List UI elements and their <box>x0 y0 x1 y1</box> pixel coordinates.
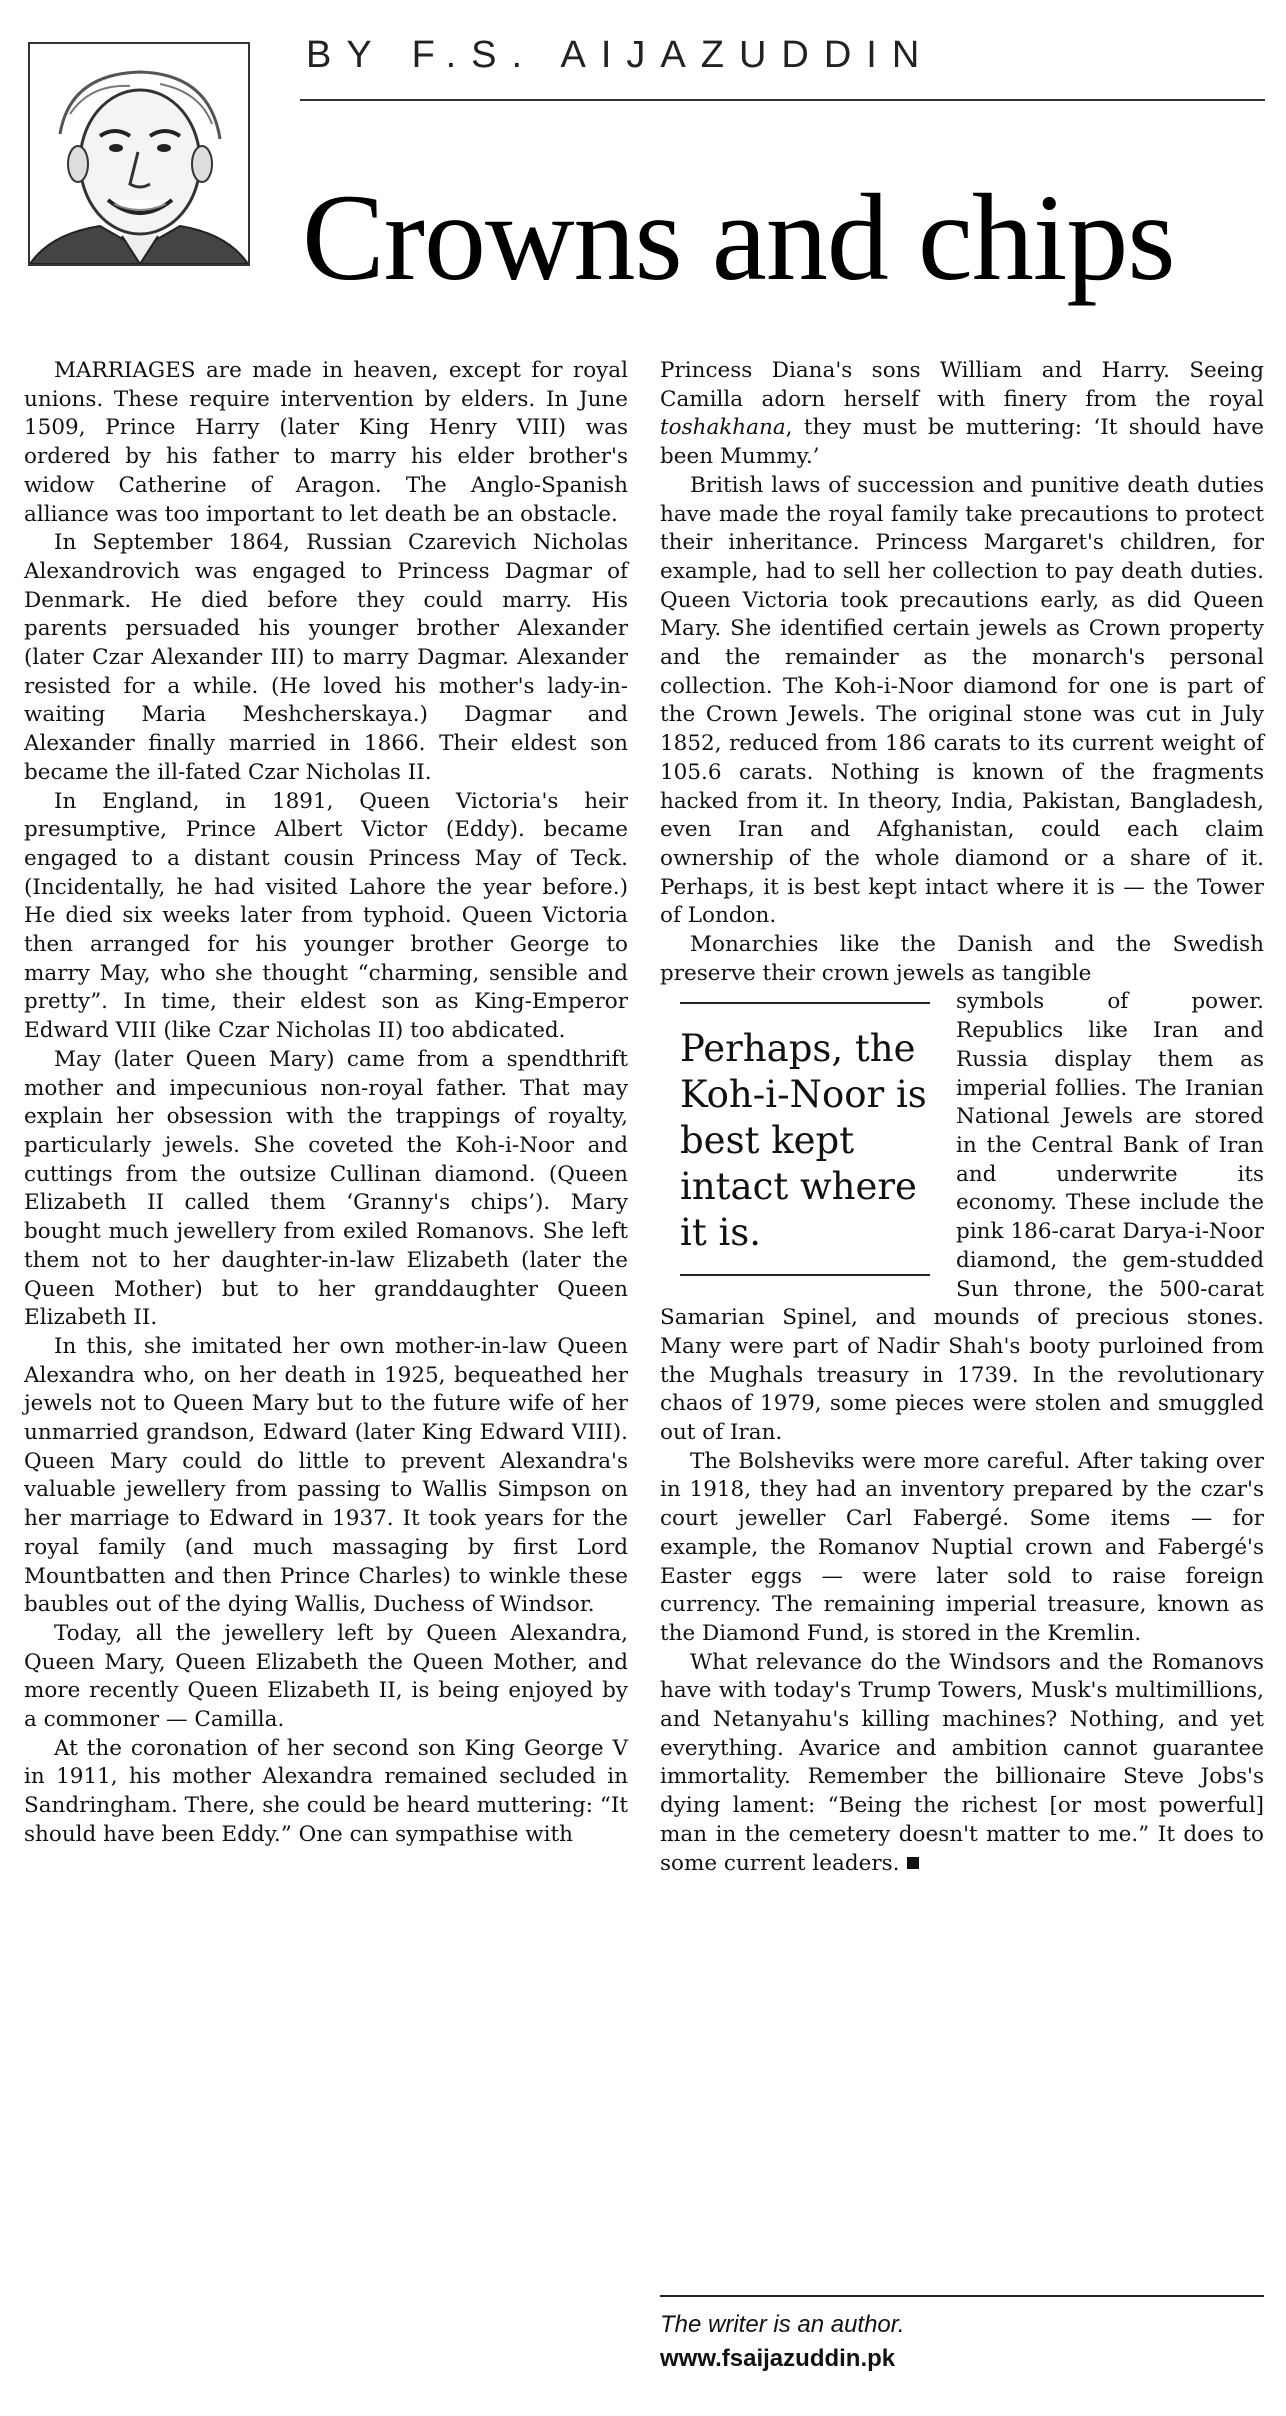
author-portrait <box>28 42 250 266</box>
paragraph-wrapped: symbols of power. Republics like Iran and Russia display them as imperial follies. The Iranian National Jewels are stored in the Central Bank of Iran and underwrite its economy. These include the pink 186-carat Darya-i-Noor diamond, the gem-studded Sun throne, the 500-carat Samarian Spinel, and mounds of precious stones. Many were part of Nadir Shah's booty purloined from the Mughals treasury in 1739. In the revolutionary chaos of 1979, some pieces were stolen and smuggled out of Iran. <box>660 989 1264 1446</box>
right-column <box>660 357 1264 1878</box>
author-portrait-sketch <box>30 44 248 264</box>
paragraph: At the coronation of her second son King George V in 1911, his mother Alexandra remained secluded in Sandringham. There, she could be heard muttering: “It should have been Eddy.” One can sympathise with <box>24 1735 628 1847</box>
headline: Crowns and chips <box>302 169 1175 306</box>
continuation-text-end: , they must be muttering: ‘It should have been Mummy.’ <box>660 415 1264 470</box>
paragraph: Today, all the jewellery left by Queen Alexandra, Queen Mary, Queen Elizabeth the Queen Mother, and more recently Queen Elizabeth II, is being enjoyed by a commoner — Camilla. <box>24 1620 628 1733</box>
pull-quote <box>660 1002 928 1276</box>
byline: BY F.S. AIJAZUDDIN <box>306 34 935 76</box>
paragraph: MARRIAGES are made in heaven, except for royal unions. These require intervention by elders. In June 1509, Prince Harry (later King Henry VIII) was ordered by his father to marry his elder brother's widow Catherine of Aragon. The Anglo-Spanish alliance was too important to let death be an obstacle. <box>24 358 628 527</box>
left-column <box>24 357 628 1850</box>
final-paragraph-text: What relevance do the Windsors and the Romanovs have with today's Trump Towers, Musk's multimillions, and Netanyahu's killing machines? Nothing, and yet everything. Avarice and ambition cannot guarantee immortality. Remember the billionaire Steve Jobs's dying lament: “Being the richest [or most powerful] man in the cemetery doesn't matter to me.” It does to some current leaders. <box>660 1649 1264 1876</box>
pull-quote-text: Perhaps, the Koh-i-Noor is best kept intact where it is. <box>680 1027 927 1255</box>
pull-quote-bottom-rule <box>680 1274 930 1276</box>
italic-term: toshakhana <box>660 415 786 441</box>
author-note: The writer is an author. <box>660 2311 905 2338</box>
paragraph: The Bolsheviks were more careful. After taking over in 1918, they had an inventory prepared by the czar's court jeweller Carl Fabergé. Some items — for example, the Romanov Nuptial crown and Fabergé's Easter eggs — were later sold to raise foreign currency. The remaining imperial treasure, known as the Diamond Fund, is stored in the Kremlin. <box>660 1448 1264 1646</box>
author-website-link[interactable]: www.fsaijazuddin.pk <box>660 2345 896 2372</box>
paragraph-continuation <box>660 357 1264 472</box>
paragraph: British laws of succession and punitive death duties have made the royal family take precautions to protect their inheritance. Princess Margaret's children, for example, had to sell her collection to pay death duties. Queen Victoria took precautions early, as did Queen Mary. She identified certain jewels as Crown property and the remainder as the monarch's personal collection. The Koh-i-Noor diamond for one is part of the Crown Jewels. The original stone was cut in July 1852, reduced from 186 carats to its current weight of 105.6 carats. Nothing is known of the fragments hacked from it. In theory, India, Pakistan, Bangladesh, even Iran and Afghanistan, could each claim ownership of the whole diamond or a share of it. Perhaps, it is best kept intact where it is — the Tower of London. <box>660 472 1264 929</box>
paragraph: Monarchies like the Danish and the Swedish preserve their crown jewels as tangible <box>660 932 1264 986</box>
paragraph <box>660 1649 1264 1879</box>
author-footer <box>660 2308 1264 2376</box>
continuation-text: Princess Diana's sons William and Harry. Seeing Camilla adorn herself with finery from the royal <box>660 358 1264 412</box>
byline-rule <box>300 99 1265 101</box>
footer-rule <box>660 2295 1264 2297</box>
paragraph: In September 1864, Russian Czarevich Nicholas Alexandrovich was engaged to Princess Dagmar of Denmark. He died before they could marry. His parents persuaded his younger brother Alexander (later Czar Alexander III) to marry Dagmar. Alexander resisted for a while. (He loved his mother's lady-in-waiting Maria Meshcherskaya.) Dagmar and Alexander finally married in 1866. Their eldest son became the ill-fated Czar Nicholas II. <box>24 530 628 785</box>
paragraph: May (later Queen Mary) came from a spendthrift mother and impecunious non-royal father. That may explain her obsession with the trappings of royalty, particularly jewels. She coveted the Koh-i-Noor and cuttings from the outsize Cullinan diamond. (Queen Elizabeth II called them ‘Granny's chips’). Mary bought much jewellery from exiled Romanovs. She left them not to her daughter-in-law Elizabeth (later the Queen Mother) but to her granddaughter Queen Elizabeth II. <box>24 1046 628 1331</box>
end-mark <box>907 1857 919 1869</box>
paragraph: In this, she imitated her own mother-in-law Queen Alexandra who, on her death in 1925, bequeathed her jewels not to Queen Mary but to the future wife of her unmarried grandson, Edward (later King Edward VIII). Queen Mary could do little to prevent Alexandra's valuable jewellery from passing to Wallis Simpson on her marriage to Edward in 1937. It took years for the royal family (and much massaging by first Lord Mountbatten and then Prince Charles) to winkle these baubles out of the dying Wallis, Duchess of Windsor. <box>24 1333 628 1618</box>
paragraph: In England, in 1891, Queen Victoria's heir presumptive, Prince Albert Victor (Eddy). became engaged to a distant cousin Princess May of Teck. (Incidentally, he had visited Lahore the year before.) He died six weeks later from typhoid. Queen Victoria then arranged for his younger brother George to marry May, who she thought “charming, sensible and pretty”. In time, their eldest son as King-Emperor Edward VIII (like Czar Nicholas II) too abdicated. <box>24 788 628 1044</box>
